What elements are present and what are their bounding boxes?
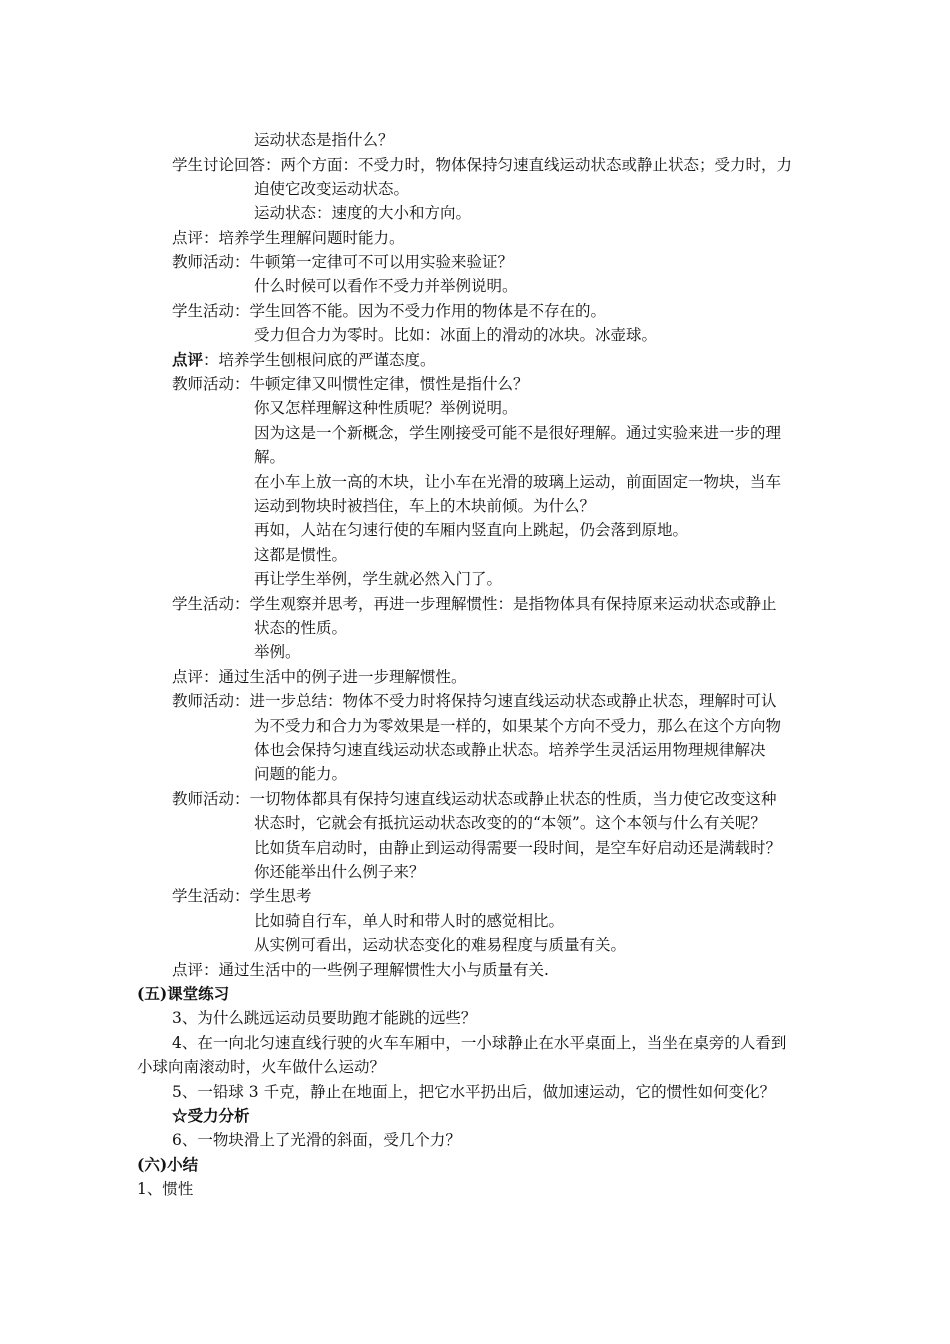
summary-item: 1、惯性 [137, 1180, 194, 1198]
text-line: 为不受力和合力为零效果是一样的，如果某个方向不受力，那么在这个方向物 [254, 717, 782, 735]
text-line: 运动状态是指什么？ [254, 131, 394, 149]
text-line: 再如，人站在匀速行使的车厢内竖直向上跳起，仍会落到原地。 [254, 521, 689, 539]
text-line: 教师活动：一切物体都具有保持匀速直线运动状态或静止状态的性质，当力使它改变这种 [172, 790, 777, 808]
text-line: 运动到物块时被挡住，车上的木块前倾。为什么？ [254, 497, 596, 515]
text-line: 比如骑自行车，单人时和带人时的感觉相比。 [254, 912, 565, 930]
text-line: 点评：通过生活中的例子进一步理解惯性。 [172, 668, 467, 686]
section-heading-summary: (六)小结 [137, 1155, 199, 1174]
text-line: 再让学生举例，学生就必然入门了。 [254, 570, 503, 588]
text-line: 学生活动：学生回答不能。因为不受力作用的物体是不存在的。 [172, 302, 607, 320]
text-line: 学生活动：学生思考 [172, 887, 312, 905]
text-line: 状态时，它就会有抵抗运动状态改变的的“本领”。这个本领与什么有关呢？ [254, 814, 766, 832]
text-line: 学生活动：学生观察并思考，再进一步理解惯性：是指物体具有保持原来运动状态或静止 [172, 595, 777, 613]
text-line: 这都是惯性。 [254, 546, 348, 564]
text-line [172, 348, 436, 372]
text-line: 比如货车启动时，由静止到运动得需要一段时间，是空车好启动还是满载时？ [254, 839, 782, 857]
exercise-item: 4、在一向北匀速直线行驶的火车车厢中，一小球静止在水平桌面上，当坐在桌旁的人看到 [172, 1034, 787, 1052]
text-line: 从实例可看出，运动状态变化的难易程度与质量有关。 [254, 936, 627, 954]
section-heading-practice: (五)课堂练习 [137, 984, 230, 1003]
exercise-item: 5、一铅球 3 千克，静止在地面上，把它水平扔出后，做加速运动，它的惯性如何变化？ [172, 1083, 776, 1101]
text-line: 状态的性质。 [254, 619, 348, 637]
text-line: 体也会保持匀速直线运动状态或静止状态。培养学生灵活运用物理规律解决 [254, 741, 766, 759]
text-line: 教师活动：牛顿定律又叫惯性定律，惯性是指什么？ [172, 375, 529, 393]
text-line: 问题的能力。 [254, 765, 348, 783]
text-line: 因为这是一个新概念，学生刚接受可能不是很好理解。通过实验来进一步的理 [254, 424, 782, 442]
text-line: 运动状态：速度的大小和方向。 [254, 204, 472, 222]
text-line: 解。 [254, 448, 286, 466]
text-line: 举例。 [254, 643, 301, 661]
text-line: 你还能举出什么例子来？ [254, 863, 425, 881]
text-line: 受力但合力为零时。比如：冰面上的滑动的冰块。冰壶球。 [254, 326, 658, 344]
text-line: 你又怎样理解这种性质呢？举例说明。 [254, 399, 518, 417]
text-line: 迫使它改变运动状态。 [254, 180, 410, 198]
text-line: 小球向南滚动时，火车做什么运动？ [137, 1058, 386, 1076]
text-line: 教师活动：进一步总结：物体不受力时将保持匀速直线运动状态或静止状态，理解时可认 [172, 692, 777, 710]
exercise-item: 6、一物块滑上了光滑的斜面，受几个力？ [172, 1131, 461, 1149]
text-line: 学生讨论回答：两个方面：不受力时，物体保持匀速直线运动状态或静止状态；受力时，力 [172, 156, 793, 174]
text-line: 点评：培养学生理解问题时能力。 [172, 229, 405, 247]
exercise-item: 3、为什么跳远运动员要助跑才能跳的远些？ [172, 1009, 477, 1027]
text-line: 在小车上放一高的木块，让小车在光滑的玻璃上运动，前面固定一物块，当车 [254, 473, 782, 491]
text-line: 点评：通过生活中的一些例子理解惯性大小与质量有关. [172, 961, 549, 979]
comment-text: ：培养学生刨根问底的严谨态度。 [203, 351, 436, 369]
text-line: 教师活动：牛顿第一定律可不可以用实验来验证？ [172, 253, 514, 271]
comment-label: 点评 [172, 350, 204, 369]
text-line: 什么时候可以看作不受力并举例说明。 [254, 277, 518, 295]
subheading-force-analysis: ☆受力分析 [172, 1106, 250, 1125]
